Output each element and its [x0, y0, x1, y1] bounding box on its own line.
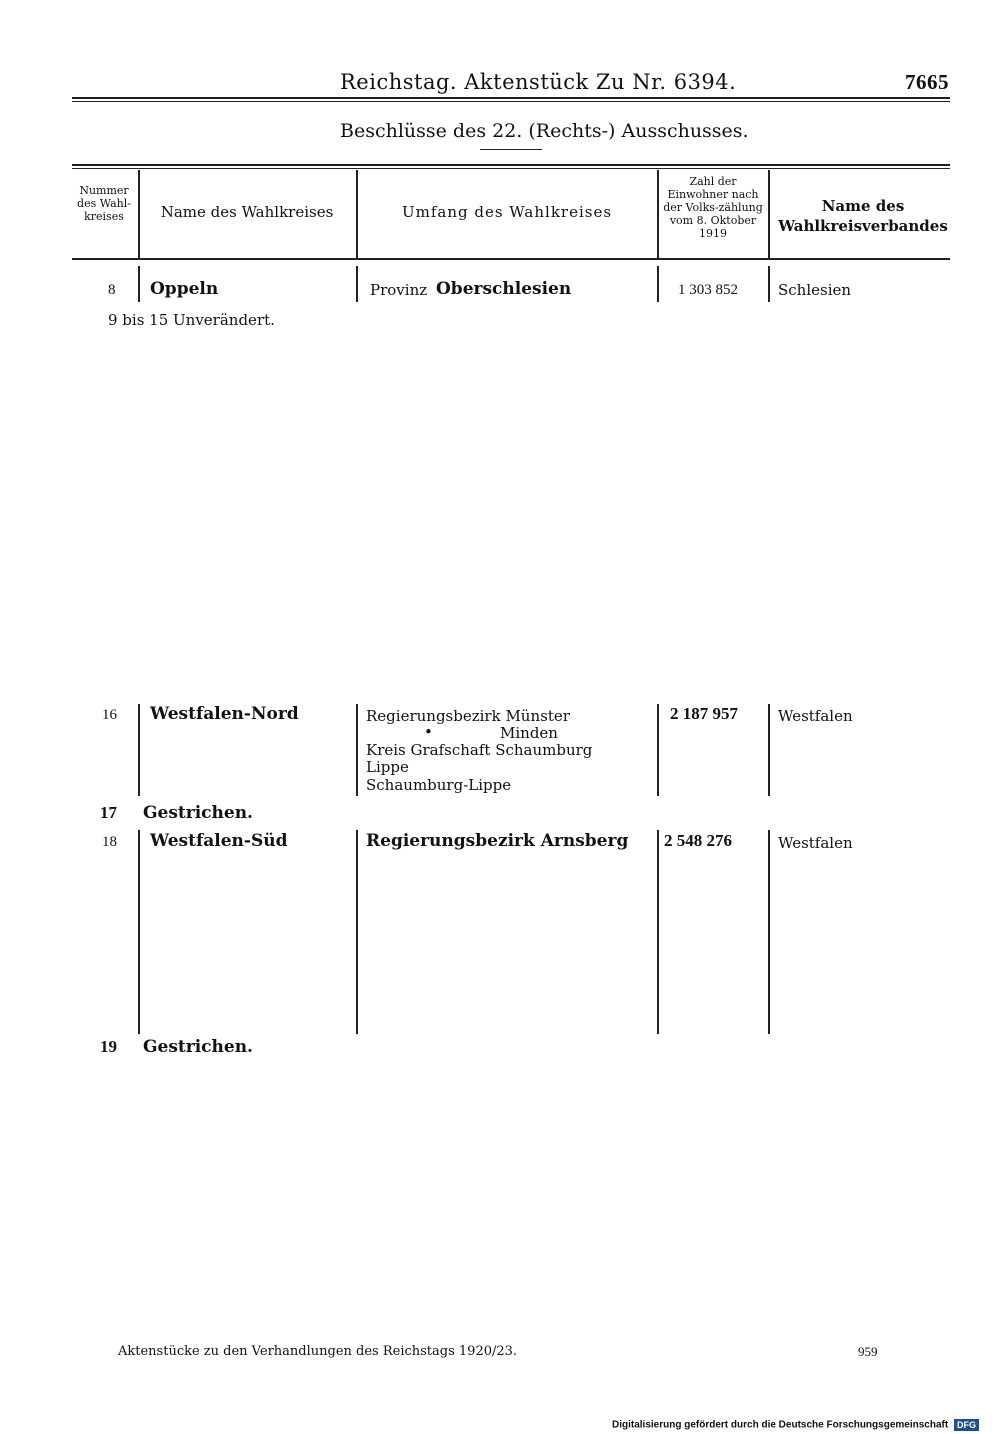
col-header-zahl: Zahl der Einwohner nach der Volks-zählung vom 8. Oktober 1919: [663, 175, 763, 240]
section-title: Beschlüsse des 22. (Rechts-) Ausschusses.: [340, 120, 749, 142]
row-16-name: Westfalen-Nord: [150, 704, 299, 724]
row-8-name: Oppeln: [150, 279, 219, 299]
row-16-umfang-line-2: Minden: [500, 724, 558, 742]
table-rule-top-thin: [72, 168, 950, 169]
row-18-zahl: 2 548 276: [664, 831, 732, 850]
col-header-verband: Name des Wahlkreisverbandes: [778, 197, 948, 235]
row-19-nr: 19: [100, 1037, 117, 1056]
row-16-nr: 16: [102, 707, 117, 723]
digitization-credit-text: Digitalisierung gefördert durch die Deutsche Forschungsgemeinschaft: [612, 1419, 949, 1431]
row-16-umfang-line-1: Regierungsbezirk Münster: [366, 707, 570, 725]
row-18-divider-4: [768, 830, 770, 1034]
col-header-umfang: Umfang des Wahlkreises: [401, 203, 613, 221]
row-18-umfang: Regierungsbezirk Arnsberg: [366, 831, 629, 851]
table-rule-top: [72, 164, 950, 166]
col-divider-4: [768, 170, 770, 258]
row-16-divider-3: [657, 704, 659, 796]
row-16-divider-2: [356, 704, 358, 796]
col-divider-1: [138, 170, 140, 258]
row-16-umfang-line-3: Kreis Grafschaft Schaumburg: [366, 741, 593, 759]
row-18-divider-3: [657, 830, 659, 1034]
row-17-nr: 17: [100, 803, 117, 822]
row-8-nr: 8: [108, 282, 116, 298]
table-header-rule-bottom: [72, 258, 950, 260]
row-16-zahl: 2 187 957: [670, 704, 738, 723]
row-18-nr: 18: [102, 834, 117, 850]
title-underline: [480, 149, 542, 150]
page-number: 7665: [905, 70, 949, 94]
row-8-umfang-prefix: Provinz: [370, 281, 428, 299]
row-8-divider-1: [138, 266, 140, 302]
row-17-name: Gestrichen.: [143, 803, 253, 823]
digitization-credit: [612, 1419, 979, 1431]
row-16-umfang-line-5: Schaumburg-Lippe: [366, 776, 512, 794]
row-18-verband: Westfalen: [778, 834, 853, 852]
dfg-logo: DFG: [954, 1419, 979, 1431]
header-rule-bottom: [72, 101, 950, 102]
row-8-divider-4: [768, 266, 770, 302]
header-rule-top: [72, 97, 950, 99]
running-title: Reichstag. Aktenstück Zu Nr. 6394.: [340, 70, 737, 94]
row-18-divider-2: [356, 830, 358, 1034]
row-16-umfang-ditto: •: [424, 723, 433, 741]
row-18-name: Westfalen-Süd: [150, 831, 288, 851]
row-8-zahl: 1 303 852: [678, 282, 738, 298]
row-9-15-note: 9 bis 15 Unverändert.: [108, 311, 275, 329]
col-header-name: Name des Wahlkreises: [160, 203, 334, 221]
row-16-divider-1: [138, 704, 140, 796]
footer-source: Aktenstücke zu den Verhandlungen des Reichstags 1920/23.: [118, 1344, 518, 1359]
col-divider-2: [356, 170, 358, 258]
row-8-divider-3: [657, 266, 659, 302]
row-18-divider-1: [138, 830, 140, 1034]
row-16-umfang-line-4: Lippe: [366, 758, 409, 776]
row-8-verband: Schlesien: [778, 281, 852, 299]
col-divider-3: [657, 170, 659, 258]
footer-page-number: 959: [858, 1344, 878, 1359]
row-8-umfang: Oberschlesien: [436, 279, 572, 299]
row-16-verband: Westfalen: [778, 707, 853, 725]
row-8-divider-2: [356, 266, 358, 302]
row-16-divider-4: [768, 704, 770, 796]
row-19-name: Gestrichen.: [143, 1037, 253, 1057]
col-header-nummer: Nummer des Wahl-kreises: [77, 184, 131, 223]
